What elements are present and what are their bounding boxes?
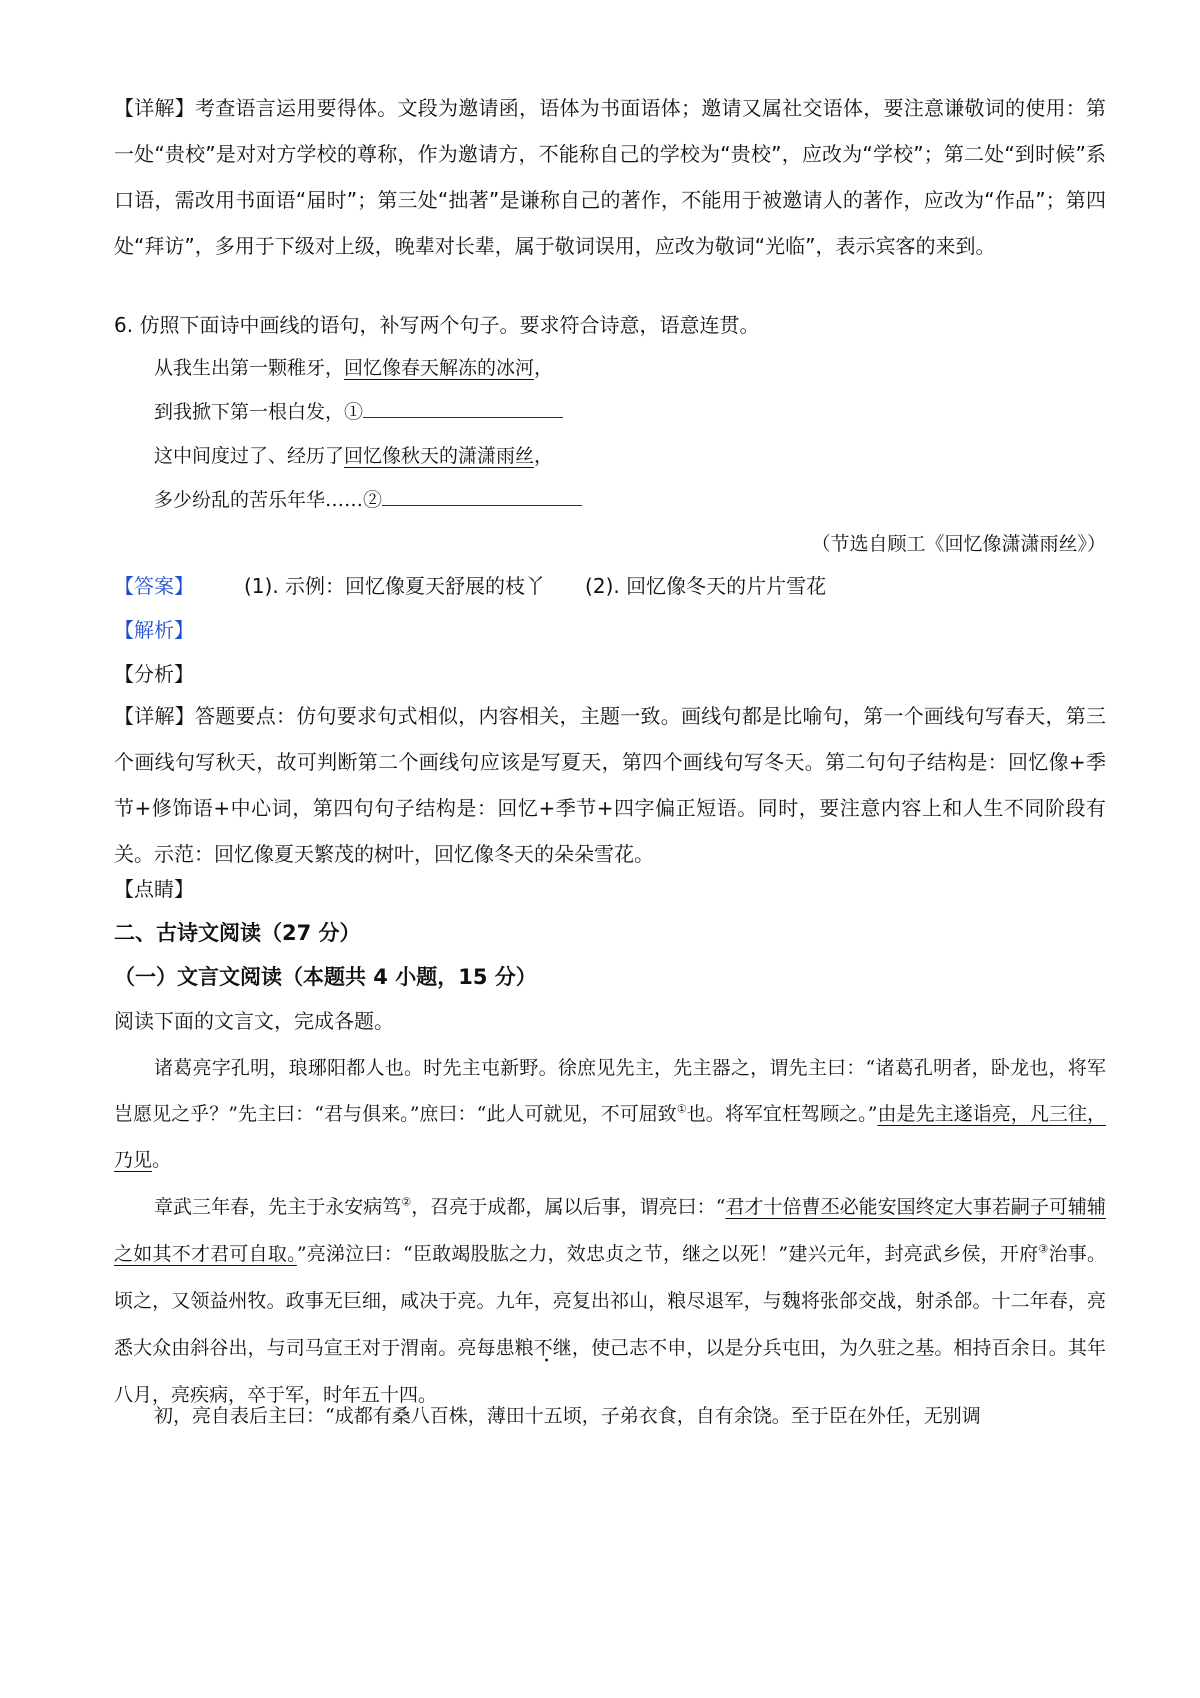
q5-detail-paragraph bbox=[114, 85, 1106, 269]
passage-paragraph-1 bbox=[114, 1045, 1106, 1183]
poem-line-4 bbox=[154, 485, 582, 515]
answer-tag: 【答案】 bbox=[114, 574, 194, 598]
poem-line-2-pre: 到我掀下第一根白发，① bbox=[154, 401, 364, 423]
p2-underlined-sentence: 君才十倍曹丕必能安国终定大事若嗣子可辅辅之如其不才君可自取。 bbox=[114, 1196, 1106, 1265]
p1-text-end: 。 bbox=[152, 1149, 172, 1171]
q6-detail-text: 答题要点：仿句要求句式相似，内容相关，主题一致。画线句都是比喻句，第一个画线句写春天，第三个画线句写秋天，故可判断第二个画线句应该是写夏天，第四个画线句写冬天。第二句句子结构是：回忆像+季节+修饰语+中心词，第四句句子结构是：回忆+季节+四字偏正短语。同时，要注意内容上和人生不同阶段有关。示范：回忆像夏天繁茂的树叶，回忆像冬天的朵朵雪花。 bbox=[114, 704, 1106, 866]
p2-text-d: 治事。顷之，又领益州牧。政事无巨细，咸决于亮。九年，亮复出祁山，粮尽退军，与魏将张郃交战，射杀郃。十二年春，亮悉大众由斜谷出，与司马宣王对于渭南。亮每 bbox=[114, 1243, 1106, 1359]
p2-text-b: ，召亮于成都，属以后事，谓亮曰：“ bbox=[411, 1196, 726, 1218]
footnote-3: ③ bbox=[1038, 1242, 1049, 1256]
poem-line-1-post: ， bbox=[534, 357, 554, 379]
poem-line-1-pre: 从我生出第一颗稚牙， bbox=[154, 357, 345, 379]
q5-detail-tag: 【详解】 bbox=[114, 96, 195, 120]
p1-underlined-sentence: 由是先主遂诣亮，凡三往，乃见 bbox=[114, 1103, 1106, 1171]
answer-line bbox=[114, 571, 826, 601]
section2-title: 二、古诗文阅读（27 分） bbox=[114, 921, 361, 945]
section2-instruction: 阅读下面的文言文，完成各题。 bbox=[114, 1009, 394, 1033]
p2-dotted-char: 患 • bbox=[496, 1337, 515, 1359]
p1-text-b: 也。将军宜枉驾顾之。” bbox=[686, 1103, 878, 1125]
p2-text-c: ”亮涕泣曰：“臣敢竭股肱之力，效忠贞之节，继之以死！”建兴元年，封亮武乡侯，开府 bbox=[296, 1243, 1039, 1265]
section2-subtitle: （一）文言文阅读（本题共 4 小题，15 分） bbox=[114, 965, 537, 989]
poem-source: （节选自顾工《回忆像潇潇雨丝》） bbox=[811, 533, 1106, 555]
poem-line-1 bbox=[154, 353, 553, 383]
poem-line-4-pre: 多少纷乱的苦乐年华……② bbox=[154, 489, 383, 511]
jiexi-tag: 【解析】 bbox=[114, 618, 194, 642]
poem-line-3-underlined: 回忆像秋天的潇潇雨丝 bbox=[344, 445, 535, 467]
poem-line-3 bbox=[154, 441, 553, 471]
p2-text-a: 章武三年春，先主于永安病笃 bbox=[154, 1196, 402, 1218]
p1-text-a: 诸葛亮字孔明，琅琊阳都人也。时先主屯新野。徐庶见先主，先主器之，谓先主曰：“诸葛孔明者，卧龙也，将军岂愿见之乎？”先主曰：“君与俱来。”庶曰：“此人可就见，不可屈致 bbox=[114, 1057, 1106, 1125]
p2-text-e: 粮不继，使己志不申，以是分兵屯田，为久驻之基。相持百余日。其年八月，亮疾病，卒于军，时年五十四。 bbox=[114, 1337, 1106, 1406]
answer-1: (1). 示例：回忆像夏天舒展的枝丫 bbox=[244, 574, 546, 598]
dianjing-tag: 【点睛】 bbox=[114, 877, 194, 901]
poem-line-2 bbox=[154, 397, 563, 427]
passage-paragraph-2 bbox=[114, 1184, 1106, 1419]
poem-line-3-pre: 这中间度过了、经历了 bbox=[154, 445, 345, 467]
answer-blank-1 bbox=[363, 397, 563, 418]
footnote-1: ① bbox=[676, 1102, 687, 1116]
fenxi-tag: 【分析】 bbox=[114, 662, 194, 686]
poem-line-3-post: ， bbox=[534, 445, 554, 467]
answer-blank-2 bbox=[382, 485, 582, 506]
passage-paragraph-3: 初，亮自表后主曰：“成都有桑八百株，薄田十五顷，子弟衣食，自有余饶。至于臣在外任，无别调 bbox=[154, 1405, 981, 1427]
q6-question: 6. 仿照下面诗中画线的语句，补写两个句子。要求符合诗意，语意连贯。 bbox=[114, 313, 760, 337]
q5-detail-text: 考查语言运用要得体。文段为邀请函，语体为书面语体；邀请又属社交语体，要注意谦敬词的使用：第一处“贵校”是对对方学校的尊称，作为邀请方，不能称自己的学校为“贵校”，应改为“学校”；第二处“到时候”系口语，需改用书面语“届时”；第三处“拙著”是谦称自己的著作，不能用于被邀请人的著作，应改为“作品”；第四处“拜访”，多用于下级对上级，晚辈对长辈，属于敬词误用，应改为敬词“光临”，表示宾客的来到。 bbox=[114, 96, 1106, 258]
q6-detail-paragraph bbox=[114, 693, 1106, 877]
q6-detail-tag: 【详解】 bbox=[114, 704, 195, 728]
answer-2: (2). 回忆像冬天的片片雪花 bbox=[585, 574, 827, 598]
footnote-2: ② bbox=[401, 1195, 412, 1209]
poem-line-1-underlined: 回忆像春天解冻的冰河 bbox=[344, 357, 535, 379]
